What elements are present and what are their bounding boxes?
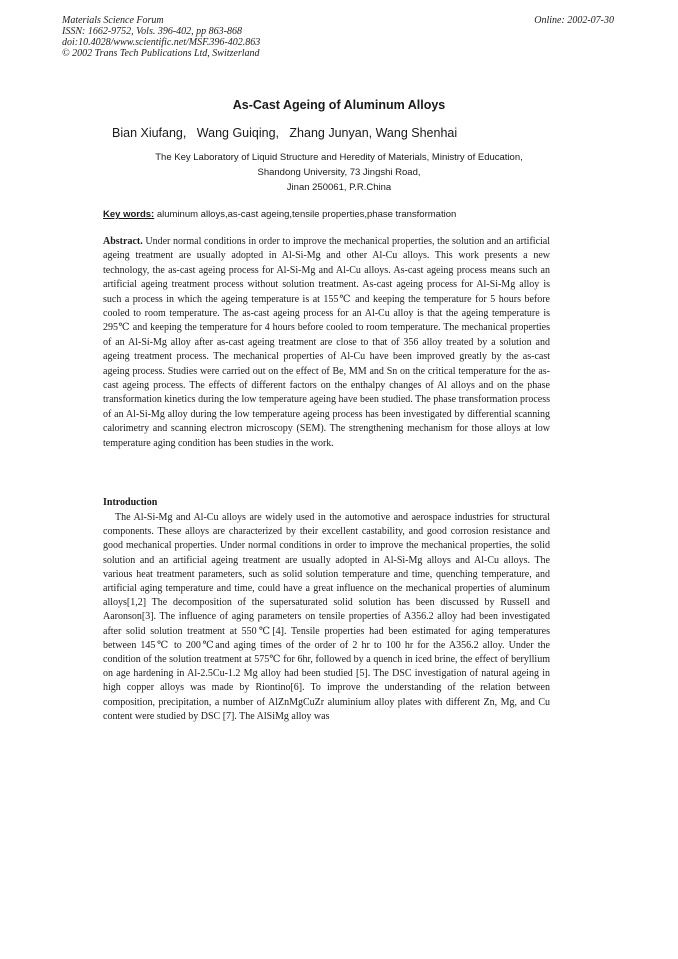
abstract xyxy=(103,235,550,451)
journal-name: Materials Science Forum xyxy=(62,15,164,26)
affiliation-line-2: Shandong University, 73 Jingshi Road, xyxy=(257,167,421,178)
doi-line[interactable]: doi:10.4028/www.scientific.net/MSF.396-402.863 xyxy=(62,37,261,48)
issn-line: ISSN: 1662-9752, Vols. 396-402, pp 863-868 xyxy=(62,26,242,37)
affiliation-line-3: Jinan 250061, P.R.China xyxy=(286,182,392,193)
affiliation xyxy=(0,150,678,195)
paper-title: As-Cast Ageing of Aluminum Alloys xyxy=(232,98,446,112)
introduction-heading: Introduction xyxy=(103,497,158,508)
copyright-line: © 2002 Trans Tech Publications Ltd, Switzerland xyxy=(62,48,260,59)
keywords xyxy=(103,209,456,220)
online-date: Online: 2002-07-30 xyxy=(534,15,614,26)
abstract-text: Under normal conditions in order to improve the mechanical properties, the solution and an artificial ageing treatment are usually adopted in Al-Si-Mg and other Al-Cu alloys. This work presents a new technology, the as-cast ageing process for Al-Si-Mg and Al-Cu alloys. As-cast ageing process means such an artificial ageing treatment process without solution treatment. As-cast ageing process for Al-Si-Mg alloy is such a process in which the ageing temperature is at 155℃ and keeping the temperature for 5 hours before cooled to room temperature. The as-cast ageing process for an Al-Cu alloy is that the ageing temperature is 295℃ and keeping the temperature for 4 hours before cooled to room temperature. The mechanical properties of an Al-Si-Mg alloy after as-cast ageing treatment are close to that of 356 alloy treated by a solution and ageing treatment process. The mechanical properties of Al-Cu have been improved greatly by the as-cast ageing process. Studies were carried out on the effect of Be, MM and Sn on the critical temperature for the as-cast ageing process. The effects of different factors on the enthalpy changes of Al alloys and on the phase transformation kinetics during the low temperature ageing have been studied. The phase transformation process of an Al-Si-Mg alloy during the low temperature ageing process has been investigated by differential scanning calorimetry and scanning electron microscopy (SEM). The strengthening mechanism for those alloys at low temperature aging condition has been studies in the work. xyxy=(103,236,550,449)
keywords-text: aluminum alloys,as-cast ageing,tensile properties,phase transformation xyxy=(156,209,457,220)
introduction-body xyxy=(103,511,550,724)
abstract-label: Abstract. xyxy=(103,236,143,247)
publication-header xyxy=(62,15,260,59)
affiliation-line-1: The Key Laboratory of Liquid Structure and Heredity of Materials, Ministry of Education, xyxy=(155,152,523,163)
introduction-text: The Al-Si-Mg and Al-Cu alloys are widely used in the automotive and aerospace industries for structural components. These alloys are characterized by their excellent castability, and good corrosion resistance and good mechanical properties. Under normal conditions in order to improve the mechanical properties, the solid solution and an artificial ageing treatment are usually adopted in Al-Si-Mg alloys and Al-Cu alloys. The various heat treatment parameters, such as solid solution temperature and time, quenching temperature, and artificial aging temperature and time, could have a great influence on the mechanical properties of aluminum alloys[1,2] The decomposition of the supersaturated solid solution has been discussed by Russell and Aaronson[3]. The influence of aging parameters on tensile properties of A356.2 alloy had been investigated after solid solution treatment at 550℃[4]. Tensile properties had been estimated for aging temperatures between 145℃ to 200℃and aging times of the order of 2 hr to 100 hr for the A356.2 alloy. Under the condition of the solution treatment at 575℃ for 6hr, followed by a quench in iced brine, the effect of beryllium on age hardening in Al-2.5Cu-1.2 Mg alloy had been studied [5]. The DSC investigation of natural ageing in high copper alloys was made by Riontino[6]. To improve the understanding of the relation between composition, precipitation, a number of AlZnMgCuZr aluminium alloy plates with different Zn, Mg, and Cu content were studied by DSC [7]. The AlSiMg alloy was xyxy=(103,512,550,722)
keywords-label: Key words: xyxy=(103,209,155,220)
author-list: Bian Xiufang, Wang Guiqing, Zhang Junyan, Wang Shenhai xyxy=(112,126,458,140)
